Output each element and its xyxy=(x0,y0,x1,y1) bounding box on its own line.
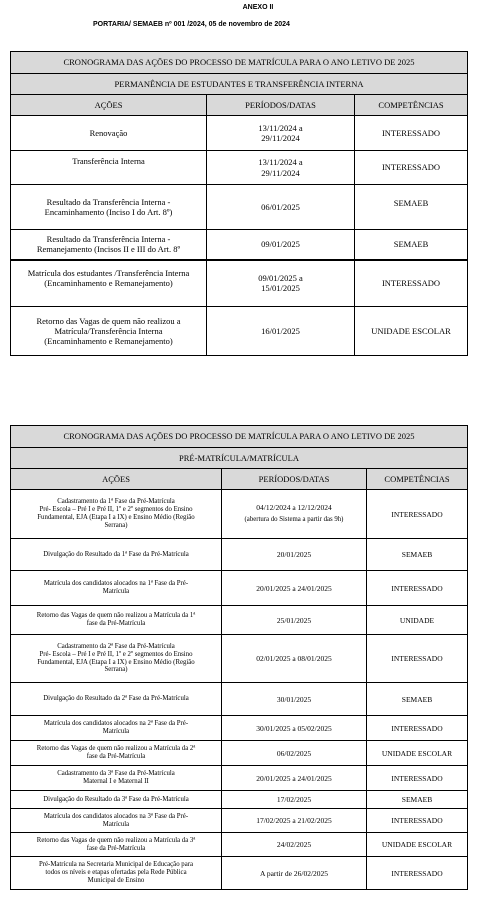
cell-acao: Divulgação do Resultado da 1ª Fase da Pré-Matrícula xyxy=(11,539,222,571)
cell-periodo: A partir de 26/02/2025 xyxy=(222,857,367,890)
cell-competencia: INTERESSADO xyxy=(367,571,468,606)
cell-competencia: INTERESSADO xyxy=(367,809,468,833)
table-row xyxy=(11,857,468,890)
table-subtitle-row xyxy=(11,448,468,469)
table-row xyxy=(11,635,468,683)
table-row xyxy=(11,260,468,307)
cell-acao: Matrícula dos estudantes /Transferência Interna (Encaminhamento e Remanejamento) xyxy=(11,260,207,307)
column-header-row xyxy=(11,469,468,490)
cell-competencia: UNIDADE xyxy=(367,606,468,635)
column-header-acoes: AÇÕES xyxy=(11,95,207,116)
cell-periodo: 17/02/2025 a 21/02/2025 xyxy=(222,809,367,833)
cell-competencia: SEMAEB xyxy=(355,185,468,230)
table-row xyxy=(11,307,468,356)
table-row xyxy=(11,683,468,716)
table-row xyxy=(11,791,468,809)
cell-competencia: INTERESSADO xyxy=(355,260,468,307)
cell-acao: Pré-Matrícula na Secretaria Municipal de Educação para todos os níveis e etapas ofertadas pela Rede Pública Municipal de Ensino xyxy=(11,857,222,890)
cell-competencia: UNIDADE ESCOLAR xyxy=(355,307,468,356)
table-title: CRONOGRAMA DAS AÇÕES DO PROCESSO DE MATRÍCULA PARA O ANO LETIVO DE 2025 xyxy=(11,52,468,74)
table-title-row xyxy=(11,426,468,448)
cell-periodo: 30/01/2025 xyxy=(222,683,367,716)
cell-periodo xyxy=(222,490,367,539)
cell-acao: Resultado da Transferência Interna - Encaminhamento (Inciso I do Art. 8º) xyxy=(11,185,207,230)
cell-acao: Cadastramento da 1ª Fase da Pré-Matrícula Pré- Escola – Pré I e Pré II, 1º e 2º segmentos do Ensino Fundamental, EJA (Etapa I a IX) e Ensino Médio (Região Serrana) xyxy=(11,490,222,539)
table-subtitle: PERMANÊNCIA DE ESTUDANTES E TRANSFERÊNCIA INTERNA xyxy=(11,74,468,95)
cell-acao: Retorno das Vagas de quem não realizou a Matrícula da 1ª fase da Pré-Matrícula xyxy=(11,606,222,635)
table-row xyxy=(11,809,468,833)
schedule-table-permanencia xyxy=(10,51,468,356)
cell-competencia: INTERESSADO xyxy=(367,857,468,890)
cell-periodo: 13/11/2024 a 29/11/2024 xyxy=(207,116,355,151)
table-row xyxy=(11,766,468,791)
cell-competencia: UNIDADE ESCOLAR xyxy=(367,741,468,766)
column-header-periodos: PERÍODOS/DATAS xyxy=(207,95,355,116)
table-row xyxy=(11,539,468,571)
column-header-competencias: COMPETÊNCIAS xyxy=(355,95,468,116)
cell-competencia: SEMAEB xyxy=(367,683,468,716)
table-row xyxy=(11,833,468,857)
cell-acao: Transferência Interna xyxy=(11,151,207,185)
column-header-acoes: AÇÕES xyxy=(11,469,222,490)
portaria-title: PORTARIA/ SEMAEB nº 001 /2024, 05 de novembro de 2024 xyxy=(93,21,290,28)
cell-acao: Matrícula dos candidatos alocados na 2ª Fase da Pré- Matrícula xyxy=(11,716,222,741)
table-row xyxy=(11,230,468,260)
cell-periodo: 06/01/2025 xyxy=(207,185,355,230)
table-row xyxy=(11,571,468,606)
cell-competencia: UNIDADE ESCOLAR xyxy=(367,833,468,857)
cell-competencia: INTERESSADO xyxy=(367,635,468,683)
table-row xyxy=(11,116,468,151)
column-header-periodos: PERÍODOS/DATAS xyxy=(222,469,367,490)
cell-periodo: 30/01/2025 a 05/02/2025 xyxy=(222,716,367,741)
table-row xyxy=(11,741,468,766)
cell-competencia: SEMAEB xyxy=(367,539,468,571)
cell-periodo: 06/02/2025 xyxy=(222,741,367,766)
cell-acao: Matrícula dos candidatos alocados na 1ª Fase da Pré- Matrícula xyxy=(11,571,222,606)
cell-periodo: 25/01/2025 xyxy=(222,606,367,635)
cell-periodo: 09/01/2025 a 15/01/2025 xyxy=(207,260,355,307)
table-row xyxy=(11,151,468,185)
cell-acao: Resultado da Transferência Interna - Remanejamento (Incisos II e III do Art. 8º xyxy=(11,230,207,260)
cell-periodo-date: 04/12/2024 a 12/12/2024 xyxy=(256,503,332,513)
cell-periodo: 09/01/2025 xyxy=(207,230,355,260)
cell-acao: Retorno das Vagas de quem não realizou a Matrícula/Transferência Interna (Encaminhamento e Remanejamento) xyxy=(11,307,207,356)
table-title: CRONOGRAMA DAS AÇÕES DO PROCESSO DE MATRÍCULA PARA O ANO LETIVO DE 2025 xyxy=(11,426,468,448)
cell-competencia: SEMAEB xyxy=(355,230,468,260)
cell-acao: Retorno das Vagas de quem não realizou a Matrícula da 3ª fase da Pré-Matrícula xyxy=(11,833,222,857)
cell-competencia: INTERESSADO xyxy=(355,151,468,185)
cell-periodo: 17/02/2025 xyxy=(222,791,367,809)
cell-acao: Cadastramento da 2ª Fase da Pré-Matrícula Pré- Escola – Pré I e Pré II, 1º e 2º segmentos do Ensino Fundamental, EJA (Etapa I a IX) e Ensino Médio (Região Serrana) xyxy=(11,635,222,683)
table-row xyxy=(11,716,468,741)
cell-periodo: 20/01/2025 xyxy=(222,539,367,571)
cell-periodo: 24/02/2025 xyxy=(222,833,367,857)
cell-acao: Matrícula dos candidatos alocados na 3ª Fase da Pré- Matrícula xyxy=(11,809,222,833)
cell-acao: Renovação xyxy=(11,116,207,151)
cell-acao: Cadastramento da 3ª Fase da Pré-Matrícula Maternal I e Maternal II xyxy=(11,766,222,791)
cell-acao: Divulgação do Resultado da 2ª Fase da Pré-Matrícula xyxy=(11,683,222,716)
cell-competencia: INTERESSADO xyxy=(367,766,468,791)
cell-periodo: 13/11/2024 a 29/11/2024 xyxy=(207,151,355,185)
cell-competencia: INTERESSADO xyxy=(367,490,468,539)
cell-competencia: SEMAEB xyxy=(367,791,468,809)
cell-periodo: 16/01/2025 xyxy=(207,307,355,356)
cell-periodo: 02/01/2025 a 08/01/2025 xyxy=(222,635,367,683)
table-row xyxy=(11,185,468,230)
table-row xyxy=(11,606,468,635)
table-row xyxy=(11,490,468,539)
table-subtitle-row xyxy=(11,74,468,95)
cell-acao: Retorno das Vagas de quem não realizou a Matrícula da 2ª fase da Pré-Matrícula xyxy=(11,741,222,766)
table-subtitle: PRÉ-MATRÍCULA/MATRÍCULA xyxy=(11,448,468,469)
cell-periodo-note: (abertura do Sistema a partir das 9h) xyxy=(244,516,344,524)
cell-periodo: 20/01/2025 a 24/01/2025 xyxy=(222,571,367,606)
annex-title: ANEXO II xyxy=(242,4,274,11)
schedule-table-pre-matricula xyxy=(10,425,468,890)
column-header-competencias: COMPETÊNCIAS xyxy=(367,469,468,490)
table-title-row xyxy=(11,52,468,74)
cell-periodo: 20/01/2025 a 24/01/2025 xyxy=(222,766,367,791)
cell-acao: Divulgação do Resultado da 3ª Fase da Pré-Matrícula xyxy=(11,791,222,809)
column-header-row xyxy=(11,95,468,116)
cell-competencia: INTERESSADO xyxy=(355,116,468,151)
cell-competencia: INTERESSADO xyxy=(367,716,468,741)
